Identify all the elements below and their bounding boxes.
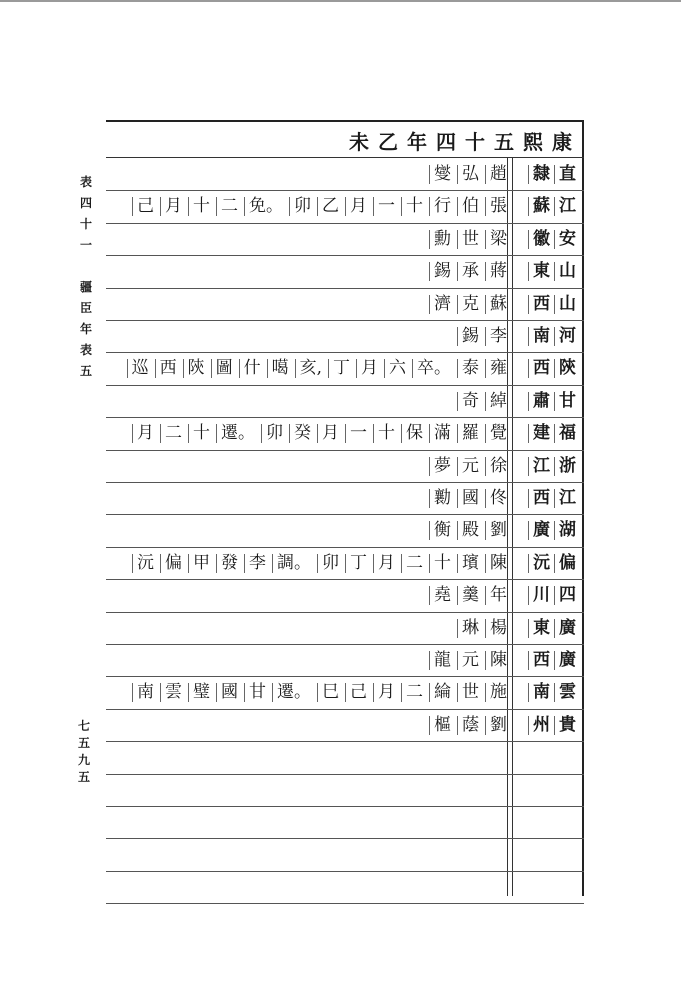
governor-char: 遷。 [216, 424, 255, 443]
province-char: 甘 [554, 392, 576, 411]
page-number [76, 718, 92, 786]
era-title-char: 未 [349, 129, 369, 154]
governor-char: 月 [373, 554, 395, 573]
governor-char: 琳 [457, 619, 479, 638]
governor-char: 滿 [429, 424, 451, 443]
governor-char: 羅 [457, 424, 479, 443]
governor-char: 二 [401, 554, 423, 573]
governor-char: 陳 [485, 651, 507, 670]
margin-char: 臣 [79, 301, 92, 315]
province-char: 廣 [554, 619, 576, 638]
province-char: 廣 [528, 521, 550, 540]
governor-char: 癸 [289, 424, 311, 443]
governor-char: 燮 [429, 165, 451, 184]
governor-char: 噶 [267, 359, 289, 378]
governor-char: 雍 [485, 359, 507, 378]
column-divider [512, 158, 513, 896]
governor-char: 一 [373, 197, 395, 216]
province-cell [514, 289, 582, 320]
governor-cell [106, 256, 511, 287]
governor-char: 勷 [429, 489, 451, 508]
governor-char: 十 [188, 197, 210, 216]
governor-char: 西 [155, 359, 177, 378]
page-number-char: 九 [77, 753, 90, 767]
page-top-edge [0, 0, 681, 2]
table-right-border [582, 120, 584, 896]
governor-char: 二 [160, 424, 182, 443]
province-char: 湖 [554, 521, 576, 540]
governor-char: 承 [457, 262, 479, 281]
governor-char: 弘 [457, 165, 479, 184]
governor-char: 蔭 [457, 716, 479, 735]
row-rule [106, 741, 584, 742]
province-char: 東 [528, 619, 550, 638]
province-char: 雲 [554, 683, 576, 702]
governor-char: 什 [239, 359, 261, 378]
margin-char: 年 [79, 322, 92, 336]
era-title-char: 乙 [378, 129, 398, 154]
province-cell [514, 580, 582, 611]
province-char: 隸 [528, 165, 550, 184]
governor-cell [106, 710, 511, 741]
province-char: 江 [554, 197, 576, 216]
governor-cell [106, 451, 511, 482]
margin-char: 五 [79, 364, 92, 378]
province-cell [514, 418, 582, 449]
governor-char: 圖 [211, 359, 233, 378]
governor-char: 施 [485, 683, 507, 702]
province-cell [514, 321, 582, 352]
governor-char: 卯 [261, 424, 283, 443]
governor-char: 佟 [485, 489, 507, 508]
governor-char: 卯 [289, 197, 311, 216]
governor-char: 殿 [457, 521, 479, 540]
governor-char: 保 [401, 424, 423, 443]
governor-cell [106, 645, 511, 676]
governor-char: 綸 [429, 683, 451, 702]
governor-char: 蔣 [485, 262, 507, 281]
governor-char: 樞 [429, 716, 451, 735]
governor-char: 卯 [317, 554, 339, 573]
governor-char: 十 [373, 424, 395, 443]
margin-char: 表 [79, 175, 92, 189]
governor-char: 己 [132, 197, 154, 216]
governor-char: 蘇 [485, 295, 507, 314]
era-title-char: 五 [494, 129, 514, 154]
governor-char: 十 [188, 424, 210, 443]
governor-char: 年 [485, 586, 507, 605]
governor-char: 甘 [244, 683, 266, 702]
margin-char: 四 [79, 196, 92, 210]
margin-char: 十 [79, 217, 92, 231]
province-char: 浙 [554, 457, 576, 476]
province-char: 徽 [528, 230, 550, 249]
governor-cell [106, 353, 511, 384]
governor-cell [106, 613, 511, 644]
margin-char: 表 [79, 343, 92, 357]
governor-char: 勳 [429, 230, 451, 249]
governor-cell [106, 418, 511, 449]
governor-char: 國 [216, 683, 238, 702]
governor-char: 丁 [345, 554, 367, 573]
province-cell [514, 613, 582, 644]
governor-cell [106, 289, 511, 320]
governor-char: 李 [244, 554, 266, 573]
governor-char: 夢 [429, 457, 451, 476]
province-cell [514, 159, 582, 190]
governor-char: 李 [485, 327, 507, 346]
era-title-char: 四 [436, 129, 456, 154]
governor-char: 沅 [132, 554, 154, 573]
page-number-char: 七 [77, 719, 90, 733]
governor-char: 二 [401, 683, 423, 702]
governor-char: 十 [401, 197, 423, 216]
province-char: 建 [528, 424, 550, 443]
margin-char [84, 256, 88, 277]
province-char: 西 [528, 295, 550, 314]
governor-char: 發 [216, 554, 238, 573]
governor-char: 乙 [317, 197, 339, 216]
province-char: 西 [528, 651, 550, 670]
page-number-char: 五 [77, 736, 90, 750]
governor-char: 元 [457, 651, 479, 670]
governor-cell [106, 159, 511, 190]
governor-cell [106, 224, 511, 255]
governor-char: 錫 [457, 327, 479, 346]
province-char: 州 [528, 716, 550, 735]
province-char: 南 [528, 327, 550, 346]
governor-char: 堯 [429, 586, 451, 605]
province-cell [514, 386, 582, 417]
governor-char: 泰 [457, 359, 479, 378]
province-char: 江 [528, 457, 550, 476]
governor-char: 巳 [317, 683, 339, 702]
governor-cell [106, 677, 511, 708]
governor-char: 世 [457, 230, 479, 249]
table-top-border [106, 120, 584, 122]
province-char: 東 [528, 262, 550, 281]
province-char: 川 [528, 586, 550, 605]
row-rule [106, 774, 584, 775]
governor-char: 亥, [295, 359, 322, 378]
governor-char: 羹 [457, 586, 479, 605]
governor-char: 遷。 [272, 683, 311, 702]
governor-cell [106, 515, 511, 546]
governor-char: 世 [457, 683, 479, 702]
governor-char: 陳 [485, 554, 507, 573]
province-char: 偏 [554, 554, 576, 573]
governor-char: 劉 [485, 716, 507, 735]
province-cell [514, 548, 582, 579]
province-cell [514, 710, 582, 741]
governor-char: 卒。 [412, 359, 451, 378]
province-char: 四 [554, 586, 576, 605]
governor-char: 伯 [457, 197, 479, 216]
province-cell [514, 645, 582, 676]
governor-char: 丁 [328, 359, 350, 378]
governor-char: 奇 [457, 392, 479, 411]
governor-cell [106, 321, 511, 352]
province-char: 安 [554, 230, 576, 249]
province-char: 西 [528, 359, 550, 378]
province-char: 西 [528, 489, 550, 508]
governor-char: 月 [317, 424, 339, 443]
province-char: 江 [554, 489, 576, 508]
governor-char: 楊 [485, 619, 507, 638]
governor-char: 雲 [160, 683, 182, 702]
governor-char: 梁 [485, 230, 507, 249]
governor-char: 行 [429, 197, 451, 216]
province-char: 貴 [554, 716, 576, 735]
province-cell [514, 451, 582, 482]
governor-char: 調。 [272, 554, 311, 573]
province-char: 沅 [528, 554, 550, 573]
province-char: 直 [554, 165, 576, 184]
province-cell [514, 191, 582, 222]
province-char: 福 [554, 424, 576, 443]
province-cell [514, 515, 582, 546]
page-number-char: 五 [77, 770, 90, 784]
province-cell [514, 483, 582, 514]
governor-cell [106, 580, 511, 611]
row-rule [106, 806, 584, 807]
row-rule [106, 903, 584, 904]
era-title-char: 年 [407, 129, 427, 154]
province-char: 南 [528, 683, 550, 702]
governor-char: 二 [216, 197, 238, 216]
row-rule [106, 838, 584, 839]
era-title-char: 十 [465, 129, 485, 154]
province-char: 廣 [554, 651, 576, 670]
province-char: 肅 [528, 392, 550, 411]
margin-char: 疆 [79, 280, 92, 294]
governor-char: 月 [345, 197, 367, 216]
governor-char: 劉 [485, 521, 507, 540]
governor-char: 覺 [485, 424, 507, 443]
governor-char: 錫 [429, 262, 451, 281]
governor-char: 偏 [160, 554, 182, 573]
governor-char: 十 [429, 554, 451, 573]
province-cell [514, 353, 582, 384]
era-title-char: 熙 [523, 129, 543, 154]
margin-char: 一 [79, 238, 92, 252]
province-char: 山 [554, 295, 576, 314]
governor-char: 璧 [188, 683, 210, 702]
province-char: 河 [554, 327, 576, 346]
governor-char: 月 [160, 197, 182, 216]
province-cell [514, 677, 582, 708]
province-char: 山 [554, 262, 576, 281]
row-rule [106, 871, 584, 872]
governor-char: 綽 [485, 392, 507, 411]
governor-char: 元 [457, 457, 479, 476]
province-cell [514, 224, 582, 255]
margin-title [78, 172, 94, 382]
governor-char: 一 [345, 424, 367, 443]
governor-char: 濟 [429, 295, 451, 314]
governor-char: 陝 [183, 359, 205, 378]
province-cell [514, 256, 582, 287]
province-char: 蘇 [528, 197, 550, 216]
governor-char: 免。 [244, 197, 283, 216]
governor-char: 己 [345, 683, 367, 702]
governor-char: 月 [356, 359, 378, 378]
era-title [349, 126, 572, 154]
governor-char: 國 [457, 489, 479, 508]
era-title-char: 康 [552, 129, 572, 154]
governor-char: 月 [373, 683, 395, 702]
governor-char: 璸 [457, 554, 479, 573]
governor-char: 克 [457, 295, 479, 314]
governor-char: 趙 [485, 165, 507, 184]
governor-cell [106, 191, 511, 222]
governor-cell [106, 548, 511, 579]
governor-char: 張 [485, 197, 507, 216]
governor-char: 衡 [429, 521, 451, 540]
governor-char: 甲 [188, 554, 210, 573]
governor-char: 徐 [485, 457, 507, 476]
governor-cell [106, 386, 511, 417]
province-char: 陝 [554, 359, 576, 378]
governor-char: 南 [132, 683, 154, 702]
governor-char: 巡 [127, 359, 149, 378]
governor-table [106, 120, 584, 896]
governor-char: 龍 [429, 651, 451, 670]
governor-cell [106, 483, 511, 514]
governor-char: 六 [384, 359, 406, 378]
governor-char: 月 [132, 424, 154, 443]
